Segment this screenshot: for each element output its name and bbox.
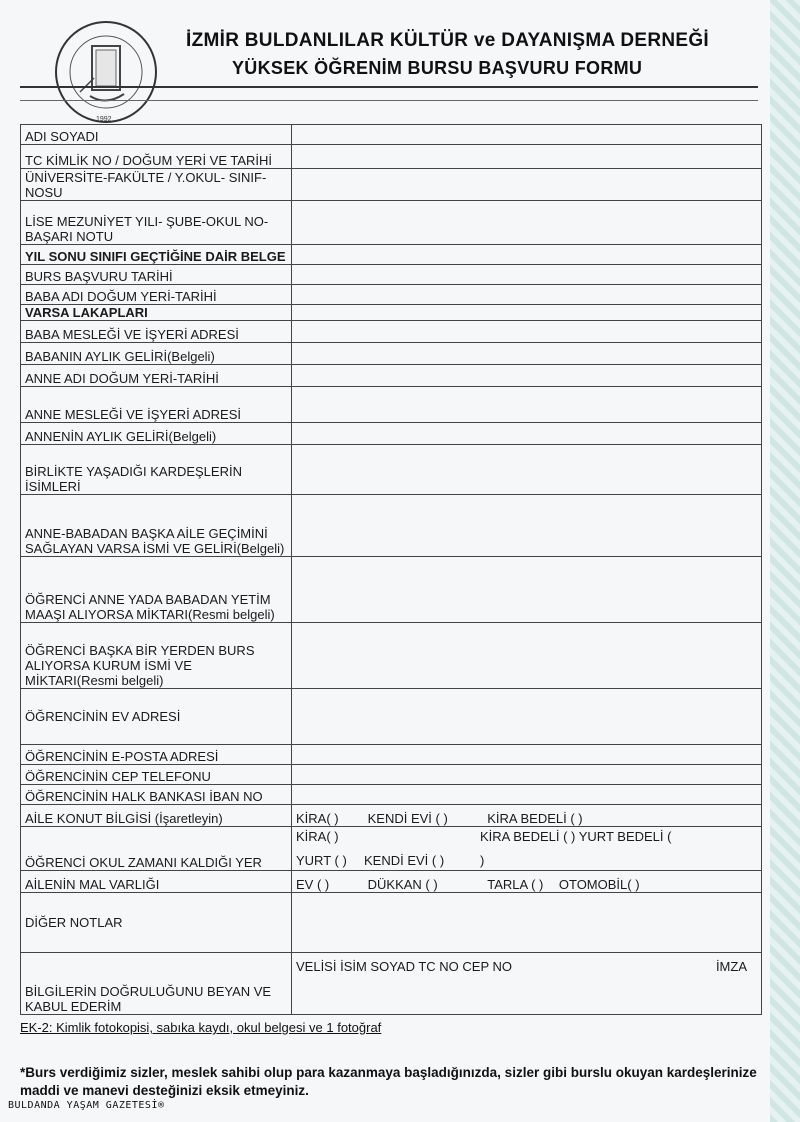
- row-label: ÖĞRENCİNİN CEP TELEFONU: [21, 765, 292, 785]
- option-own-home[interactable]: KENDİ EVİ ( ): [364, 853, 445, 868]
- answer-field[interactable]: [292, 145, 762, 169]
- logo-year: 1992: [96, 116, 112, 123]
- form-row: [21, 285, 762, 305]
- form-row: [21, 387, 762, 423]
- row-label: DİĞER NOTLAR: [21, 893, 292, 953]
- answer-field[interactable]: [292, 343, 762, 365]
- row-label: ANNE MESLEĞİ VE İŞYERİ ADRESİ: [21, 387, 292, 423]
- row-label: BABANIN AYLIK GELİRİ(Belgeli): [21, 343, 292, 365]
- answer-field[interactable]: [292, 285, 762, 305]
- row-label: ÜNİVERSİTE-FAKÜLTE / Y.OKUL- SINIF- NOSU: [21, 169, 292, 201]
- form-row: [21, 785, 762, 805]
- option-rent-dorm-amount[interactable]: KİRA BEDELİ ( ) YURT BEDELİ (: [480, 829, 672, 844]
- guardian-info-label: VELİSİ İSİM SOYAD TC NO CEP NO: [296, 959, 512, 974]
- answer-field[interactable]: [292, 745, 762, 765]
- newspaper-credit: BULDANDA YAŞAM GAZETESİ®: [8, 1100, 165, 1111]
- declaration-row: [21, 953, 762, 1015]
- form-row: [21, 495, 762, 557]
- answer-field[interactable]: [292, 305, 762, 321]
- row-label: AİLENİN MAL VARLIĞI: [21, 871, 292, 893]
- row-label: ÖĞRENCİNİN HALK BANKASI İBAN NO: [21, 785, 292, 805]
- answer-field[interactable]: [292, 785, 762, 805]
- answer-field[interactable]: [292, 169, 762, 201]
- row-label: VARSA LAKAPLARI: [21, 305, 292, 321]
- form-row: [21, 305, 762, 321]
- answer-field[interactable]: [292, 765, 762, 785]
- row-label: ÖĞRENCİ OKUL ZAMANI KALDIĞI YER: [21, 827, 292, 871]
- form-row: [21, 343, 762, 365]
- row-label: BİRLİKTE YAŞADIĞI KARDEŞLERİN İSİMLERİ: [21, 445, 292, 495]
- option-rent[interactable]: KİRA( ): [296, 811, 339, 826]
- application-form-table: [20, 124, 762, 1015]
- answer-field[interactable]: [292, 495, 762, 557]
- row-label: ÖĞRENCİ ANNE YADA BABADAN YETİM MAAŞI ALIYORSA MİKTARI(Resmi belgeli): [21, 557, 292, 623]
- row-label: ANNENİN AYLIK GELİRİ(Belgeli): [21, 423, 292, 445]
- row-label: ADI SOYADI: [21, 125, 292, 145]
- option-rent[interactable]: KİRA( ): [296, 829, 339, 844]
- form-row: [21, 169, 762, 201]
- row-label: BABA ADI DOĞUM YERİ-TARİHİ: [21, 285, 292, 305]
- housing-options: [292, 805, 762, 827]
- row-label: ÖĞRENCİ BAŞKA BİR YERDEN BURS ALIYORSA KURUM İSMİ VE MİKTARI(Resmi belgeli): [21, 623, 292, 689]
- answer-field[interactable]: [292, 423, 762, 445]
- assets-row: [21, 871, 762, 893]
- answer-field[interactable]: [292, 365, 762, 387]
- organization-name: İZMİR BULDANLILAR KÜLTÜR ve DAYANIŞMA DERNEĞİ: [186, 30, 710, 51]
- signature-label: İMZA: [715, 959, 747, 974]
- row-label: ÖĞRENCİNİN E-POSTA ADRESİ: [21, 745, 292, 765]
- housing-row: [21, 805, 762, 827]
- answer-field[interactable]: [292, 387, 762, 423]
- attachments-note: EK-2: Kimlik fotokopisi, sabıka kaydı, okul belgesi ve 1 fotoğraf: [20, 1020, 382, 1035]
- form-row: [21, 557, 762, 623]
- answer-field[interactable]: [292, 265, 762, 285]
- form-row: [21, 765, 762, 785]
- closing-paren: ): [480, 853, 485, 868]
- answer-field[interactable]: [292, 125, 762, 145]
- form-row: [21, 321, 762, 343]
- row-label: ÖĞRENCİNİN EV ADRESİ: [21, 689, 292, 745]
- form-row: [21, 125, 762, 145]
- row-label: ANNE-BABADAN BAŞKA AİLE GEÇİMİNİ SAĞLAYAN VARSA İSMİ VE GELİRİ(Belgeli): [21, 495, 292, 557]
- form-row: [21, 445, 762, 495]
- notes-row: [21, 893, 762, 953]
- form-row: [21, 201, 762, 245]
- title-rule: [20, 86, 758, 88]
- answer-field[interactable]: [292, 201, 762, 245]
- answer-field[interactable]: [292, 623, 762, 689]
- form-row: [21, 365, 762, 387]
- school-stay-options: [292, 827, 762, 871]
- row-label: BURS BAŞVURU TARİHİ: [21, 265, 292, 285]
- row-label: YIL SONU SINIFI GEÇTİĞİNE DAİR BELGE: [21, 245, 292, 265]
- row-label: ANNE ADI DOĞUM YERİ-TARİHİ: [21, 365, 292, 387]
- option-house[interactable]: EV ( ): [296, 877, 330, 892]
- option-own-home[interactable]: KENDİ EVİ ( ): [367, 811, 448, 826]
- form-title: YÜKSEK ÖĞRENİM BURSU BAŞVURU FORMU: [232, 58, 643, 78]
- option-dorm[interactable]: YURT ( ): [296, 853, 347, 868]
- form-row: [21, 623, 762, 689]
- form-row: [21, 689, 762, 745]
- answer-field[interactable]: [292, 321, 762, 343]
- row-label: BİLGİLERİN DOĞRULUĞUNU BEYAN VE KABUL EDERİM: [21, 953, 292, 1015]
- notes-field[interactable]: [292, 893, 762, 953]
- form-row: [21, 745, 762, 765]
- option-shop[interactable]: DÜKKAN ( ): [367, 877, 438, 892]
- row-label: AİLE KONUT BİLGİSİ (İşaretleyin): [21, 805, 292, 827]
- form-row: [21, 245, 762, 265]
- answer-field[interactable]: [292, 557, 762, 623]
- answer-field[interactable]: [292, 689, 762, 745]
- form-row: [21, 423, 762, 445]
- form-row: [21, 265, 762, 285]
- option-rent-amount[interactable]: KİRA BEDELİ ( ): [487, 811, 583, 826]
- row-label: BABA MESLEĞİ VE İŞYERİ ADRESİ: [21, 321, 292, 343]
- closing-note: *Burs verdiğimiz sizler, meslek sahibi olup para kazanmaya başladığınızda, sizler gibi burslu okuyan kardeşlerinize maddi ve manevi desteğinizi eksik etmeyiniz.: [20, 1065, 757, 1098]
- answer-field[interactable]: [292, 245, 762, 265]
- signature-field[interactable]: [292, 953, 762, 1015]
- assets-options: [292, 871, 762, 893]
- option-car[interactable]: OTOMOBİL( ): [558, 877, 640, 892]
- title-rule-2: [20, 100, 758, 101]
- answer-field[interactable]: [292, 445, 762, 495]
- school-stay-row: [21, 827, 762, 871]
- row-label: TC KİMLİK NO / DOĞUM YERİ VE TARİHİ: [21, 145, 292, 169]
- association-logo: [50, 16, 162, 128]
- background-fabric: [770, 0, 800, 1122]
- option-field[interactable]: TARLA ( ): [487, 877, 544, 892]
- form-row: [21, 145, 762, 169]
- row-label: LİSE MEZUNİYET YILI- ŞUBE-OKUL NO-BAŞARI NOTU: [21, 201, 292, 245]
